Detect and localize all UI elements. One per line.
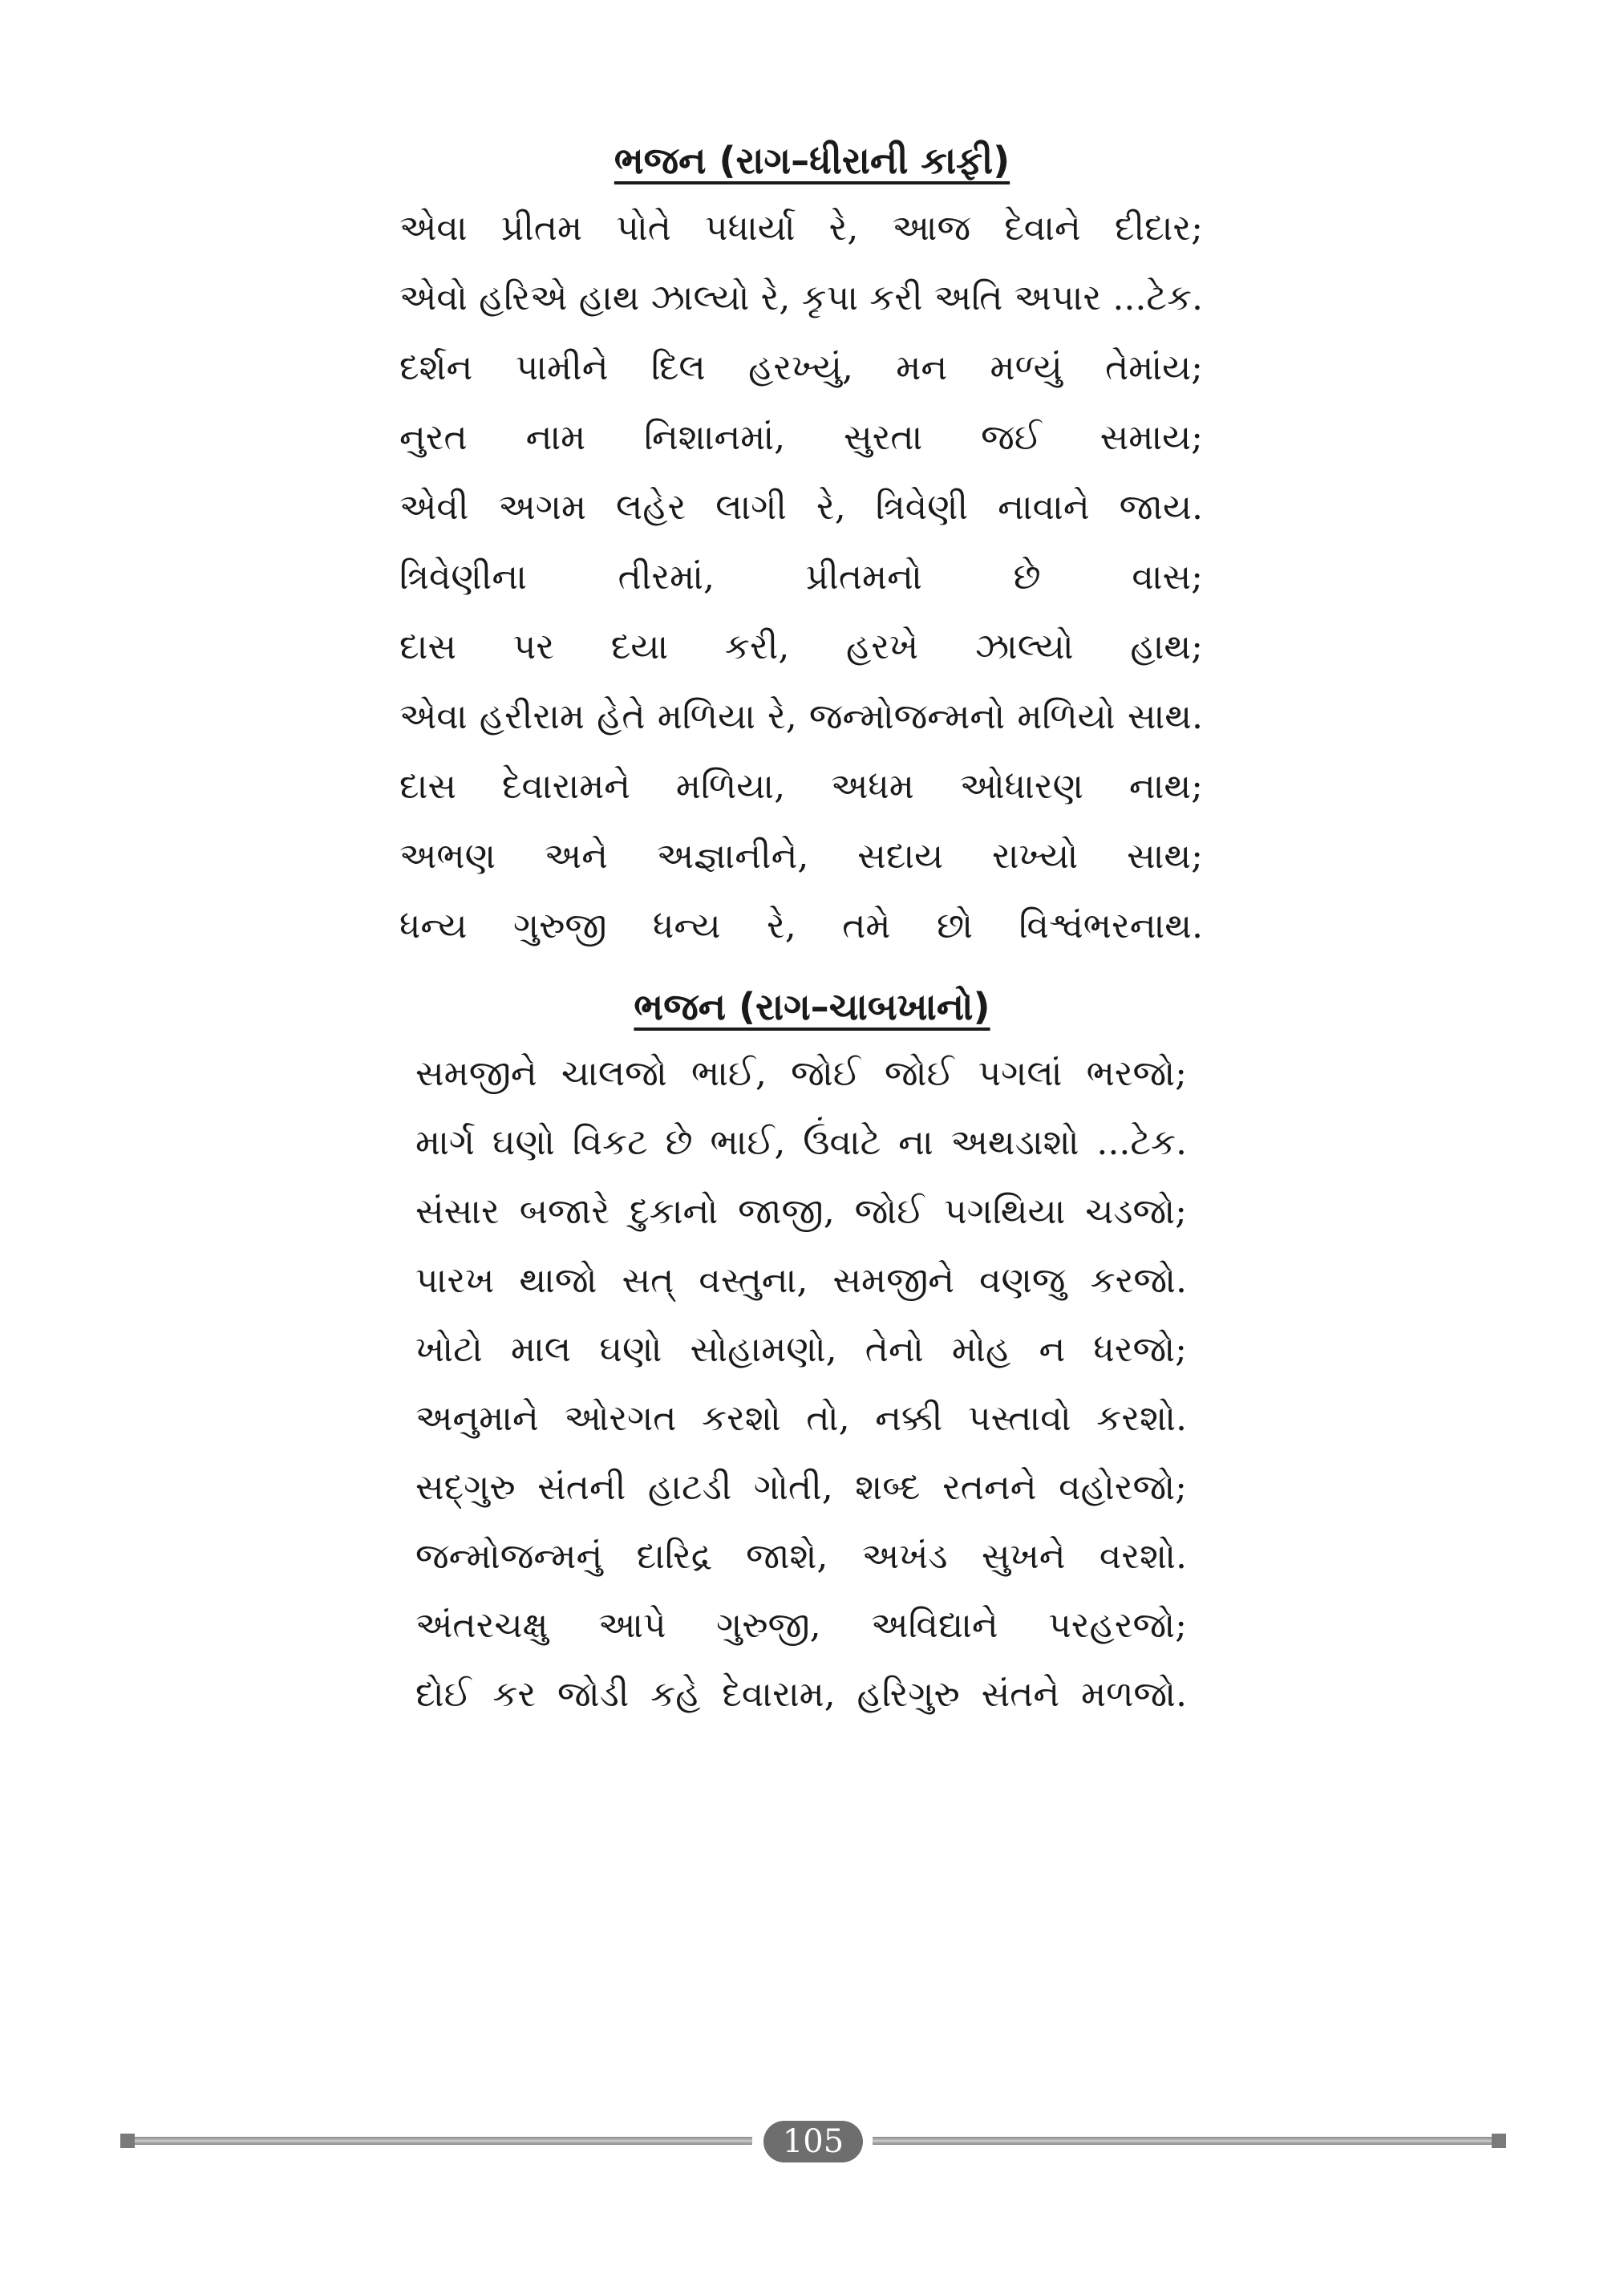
footer-rule-left — [120, 2137, 752, 2145]
verse-line: જન્મોજન્મનું દારિદ્ર જાશે, અખંડ સુખને વરશો. — [415, 1536, 1187, 1577]
verse-line: દાસ દેવારામને મળિયા, અધમ ઓધારણ નાથ; — [399, 766, 1203, 807]
verse-line: ખોટો માલ ઘણો સોહામણો, તેનો મોહ ન ધરજો; — [415, 1329, 1187, 1370]
verse-line: એવી અગમ લહેર લાગી રે, ત્રિવેણી નાવાને જાય. — [399, 487, 1203, 528]
verse-line: સંસાર બજારે દુકાનો જાજી, જોઈ પગથિયા ચડજો; — [415, 1191, 1187, 1232]
verse-line: એવા હરીરામ હેતે મળિયા રે, જન્મોજન્મનો મળિયો સાથ. — [399, 696, 1203, 737]
verse-line: ધન્ય ગુરુજી ધન્ય રે, તમે છો વિશ્વંભરનાથ. — [399, 906, 1203, 946]
verse-line: સદ્‌ગુરુ સંતની હાટડી ગોતી, શબ્દ રતનને વહોરજો; — [415, 1467, 1187, 1508]
verse-line: અભણ અને અજ્ઞાનીને, સદાય રાખ્યો સાથ; — [399, 836, 1203, 877]
footer-rule-cap-right — [1492, 2134, 1506, 2148]
bhajan-section-2 — [0, 979, 1624, 1729]
verse-line: પારખ થાજો સત્ વસ્તુના, સમજીને વણજુ કરજો. — [415, 1260, 1187, 1301]
verse-block — [399, 193, 1203, 961]
bhajan-title-text: ભજન (રાગ–ધીરાની કાફી) — [614, 139, 1010, 182]
verse-line: એવો હરિએ હાથ ઝાલ્યો રે, કૃપા કરી અતિ અપાર ...ટેક. — [399, 278, 1203, 318]
verse-line: નુરત નામ નિશાનમાં, સુરતા જઈ સમાય; — [399, 417, 1203, 458]
verse-block — [415, 1040, 1187, 1729]
verse-line: દાસ પર દયા કરી, હરખે ઝાલ્યો હાથ; — [399, 626, 1203, 667]
page-footer — [0, 2118, 1624, 2166]
verse-line: સમજીને ચાલજો ભાઈ, જોઈ જોઈ પગલાં ભરજો; — [415, 1053, 1187, 1094]
footer-rule-right — [873, 2137, 1506, 2145]
footer-rule-cap-left — [120, 2134, 135, 2148]
bhajan-title-text: ભજન (રાગ–ચાબખાનો) — [634, 985, 990, 1028]
bhajan-section-1 — [0, 132, 1624, 961]
verse-line: દોઈ કર જોડી કહે દેવારામ, હરિગુરુ સંતને મળજો. — [415, 1674, 1187, 1715]
verse-line: એવા પ્રીતમ પોતે પધાર્યા રે, આજ દેવાને દીદાર; — [399, 208, 1203, 249]
page-number: 105 — [763, 2121, 863, 2162]
verse-line: અંતરચક્ષુ આપે ગુરુજી, અવિદ્યાને પરહરજો; — [415, 1605, 1187, 1646]
verse-line: માર્ગ ઘણો વિકટ છે ભાઈ, ઉંવાટે ના અથડાશો ...ટેક. — [415, 1122, 1187, 1163]
bhajan-title — [0, 132, 1624, 188]
verse-line: અનુમાને ઓરગત કરશો તો, નક્કી પસ્તાવો કરશો. — [415, 1398, 1187, 1439]
bhajan-title — [0, 979, 1624, 1035]
verse-line: દર્શન પામીને દિલ હરખ્યું, મન મળ્યું તેમાંય; — [399, 347, 1203, 388]
verse-line: ત્રિવેણીના તીરમાં, પ્રીતમનો છે વાસ; — [399, 557, 1203, 598]
